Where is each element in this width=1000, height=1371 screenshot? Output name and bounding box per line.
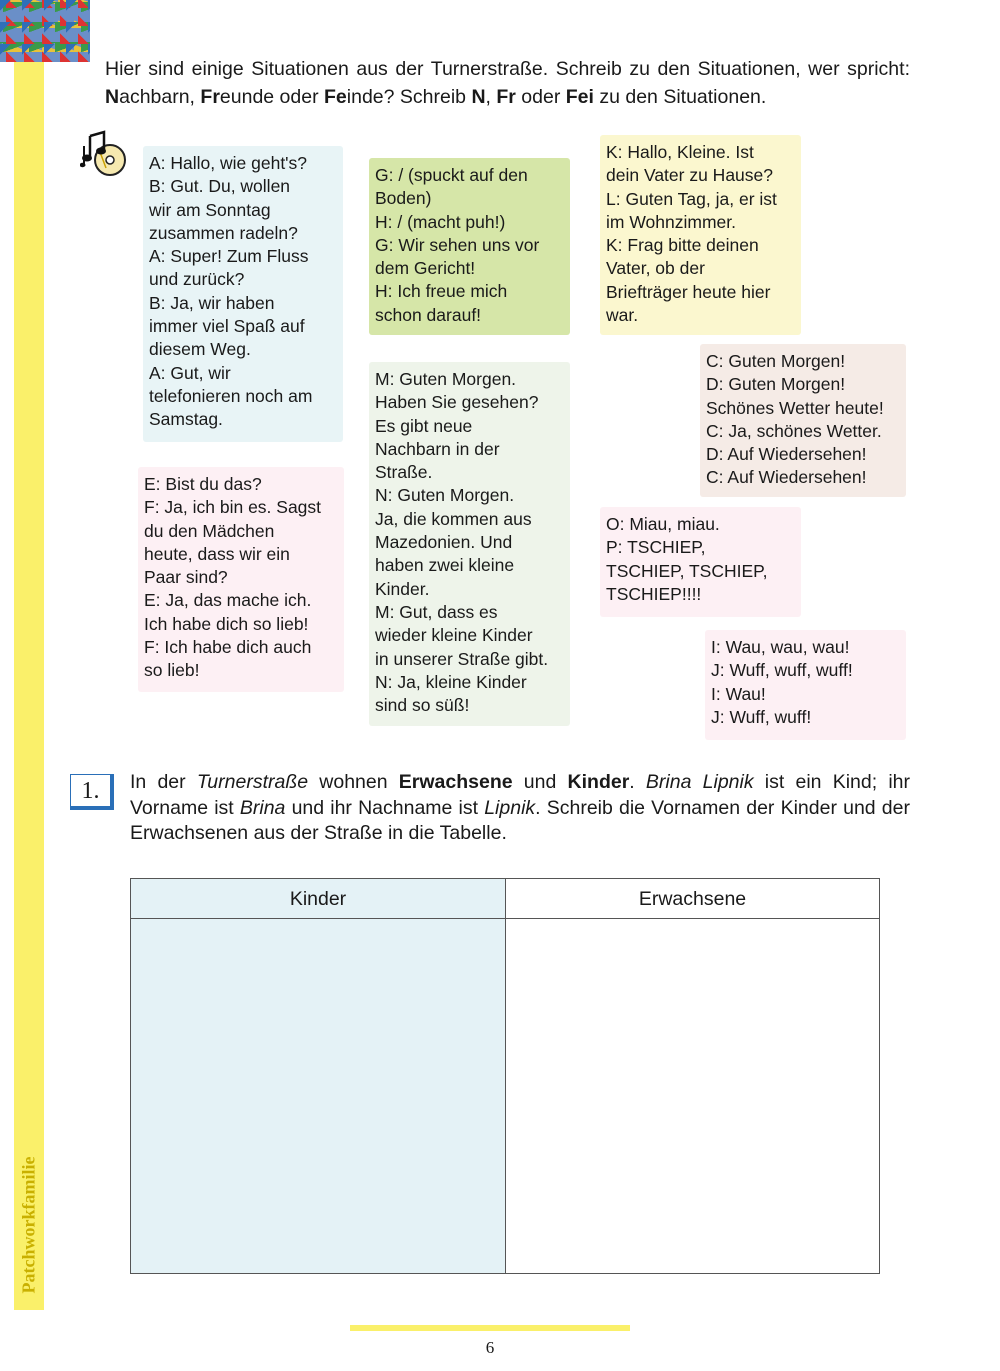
task-segment: und: [512, 771, 568, 793]
dialogue-line: telefonieren noch am: [149, 385, 313, 406]
dialogue-line: Ich habe dich so lieb!: [144, 613, 309, 634]
intro-segment: N: [471, 86, 486, 108]
dialogue-line: zusammen radeln?: [149, 222, 298, 243]
intro-instruction: [105, 55, 910, 111]
dialogue-ef: [138, 467, 344, 692]
task-segment: Lipnik: [484, 796, 536, 819]
table-header-adults: Erwachsene: [506, 879, 879, 919]
dialogue-line: TSCHIEP, TSCHIEP,: [606, 560, 768, 581]
dialogue-line: in unserer Straße gibt.: [375, 648, 549, 669]
dialogue-mn: [369, 362, 570, 726]
dialogue-line: diesem Weg.: [149, 339, 251, 360]
task-segment: Brina Lipnik: [645, 771, 754, 793]
dialogue-line: du den Mädchen: [144, 520, 275, 541]
dialogue-line: haben zwei kleine: [375, 555, 515, 576]
dialogue-line: Haben Sie gesehen?: [375, 392, 539, 413]
dialogue-line: K: Frag bitte deinen: [606, 235, 759, 256]
dialogue-line: immer viel Spaß auf: [149, 316, 305, 337]
dialogue-line: Samstag.: [149, 409, 223, 430]
table-column-adults[interactable]: [506, 879, 879, 1273]
task-segment: Turnerstraße: [196, 771, 309, 793]
dialogue-line: N: Guten Morgen.: [375, 485, 515, 506]
dialogue-line: M: Guten Morgen.: [375, 369, 517, 389]
intro-segment: oder: [515, 86, 566, 108]
dialogue-line: A: Super! Zum Fluss: [149, 246, 309, 267]
dialogue-line: C: Ja, schönes Wetter.: [706, 420, 882, 441]
task-number: 1.: [70, 774, 114, 810]
dialogue-line: B: Ja, wir haben: [149, 292, 275, 313]
page-number: 6: [485, 1338, 495, 1357]
dialogue-gh: [369, 158, 570, 335]
dialogue-line: sind so süß!: [375, 695, 470, 716]
dialogue-line: P: TSCHIEP,: [606, 537, 706, 558]
intro-segment: Fr: [496, 86, 516, 108]
dialogue-ab: [143, 146, 343, 442]
task-segment: In der: [130, 771, 197, 793]
dialogue-line: TSCHIEP!!!!: [606, 583, 702, 604]
dialogue-line: I: Wau!: [711, 683, 766, 704]
dialogue-line: M: Gut, dass es: [375, 601, 498, 622]
intro-segment: Hier sind einige Situationen aus der Turnerstraße. Schreib zu den Situationen, wer spricht:: [105, 58, 910, 80]
dialogue-line: F: Ich habe dich auch: [144, 637, 312, 658]
intro-segment: inde? Schreib: [346, 86, 472, 108]
intro-segment: zu den Situationen.: [593, 86, 767, 108]
dialogue-line: C: Guten Morgen!: [706, 351, 846, 371]
dialogue-line: B: Gut. Du, wollen: [149, 176, 291, 197]
dialogue-line: Ja, die kommen aus: [375, 508, 532, 529]
dialogue-line: H: / (macht puh!): [375, 211, 506, 232]
dialogue-line: Briefträger heute hier: [606, 281, 771, 302]
intro-segment: Fe: [324, 86, 347, 108]
dialogue-line: dein Vater zu Hause?: [606, 165, 774, 186]
dialogue-line: wir am Sonntag: [149, 199, 271, 220]
dialogue-line: Es gibt neue: [375, 415, 473, 436]
patchwork-decoration: [0, 0, 90, 62]
dialogue-kl: [600, 135, 801, 335]
dialogue-line: I: Wau, wau, wau!: [711, 637, 850, 657]
task-segment: Kinder: [567, 771, 630, 793]
sidebar-label: Patchworkfamilie: [18, 1156, 39, 1294]
intro-segment: N: [105, 86, 120, 108]
answer-table: [130, 878, 880, 1274]
dialogue-line: D: Auf Wiedersehen!: [706, 444, 867, 465]
dialogue-op: [600, 507, 801, 617]
dialogue-line: Kinder.: [375, 578, 430, 599]
dialogue-line: Straße.: [375, 462, 433, 483]
dialogue-ij: [705, 630, 906, 740]
task-instruction: [130, 770, 910, 847]
dialogue-line: A: Gut, wir: [149, 362, 231, 383]
dialogue-line: war.: [606, 305, 639, 326]
dialogue-line: E: Bist du das?: [144, 474, 262, 494]
dialogue-cd: [700, 344, 906, 497]
dialogue-line: Boden): [375, 188, 432, 209]
dialogue-line: Nachbarn in der: [375, 438, 500, 459]
sidebar-stripe: [14, 62, 44, 1310]
dialogue-line: G: / (spuckt auf den: [375, 165, 528, 185]
task-segment: und ihr Nachname ist: [285, 796, 485, 819]
dialogue-line: L: Guten Tag, ja, er ist: [606, 188, 777, 209]
dialogue-line: J: Wuff, wuff, wuff!: [711, 660, 853, 681]
task-segment: Brina: [239, 796, 286, 819]
dialogue-line: N: Ja, kleine Kinder: [375, 671, 527, 692]
task-segment: wohnen: [308, 771, 399, 793]
dialogue-line: wieder kleine Kinder: [375, 625, 533, 646]
table-header-children: Kinder: [131, 879, 505, 919]
dialogue-line: dem Gericht!: [375, 258, 476, 279]
dialogue-line: D: Guten Morgen!: [706, 374, 846, 395]
dialogue-line: und zurück?: [149, 269, 245, 290]
dialogue-line: E: Ja, das mache ich.: [144, 590, 312, 611]
task-segment: . Schreib die Vornamen der Kinder und der Erwachsenen aus der Straße in die Tabelle.: [130, 796, 910, 844]
dialogue-line: H: Ich freue mich: [375, 281, 508, 302]
dialogue-line: F: Ja, ich bin es. Sagst: [144, 497, 322, 518]
dialogue-line: schon darauf!: [375, 304, 482, 325]
dialogue-line: so lieb!: [144, 660, 200, 681]
dialogue-line: Mazedonien. Und: [375, 532, 513, 553]
intro-segment: eunde oder: [219, 86, 324, 108]
task-segment: Erwachsene: [398, 771, 513, 793]
audio-cd-icon: [80, 128, 128, 180]
footer-bar: [350, 1325, 630, 1331]
task-segment: .: [629, 771, 646, 793]
dialogue-line: im Wohnzimmer.: [606, 211, 736, 232]
dialogue-line: C: Auf Wiedersehen!: [706, 467, 867, 488]
dialogue-line: heute, dass wir ein: [144, 543, 290, 564]
task-segment: ist ein Kind; ihr Vorname ist: [130, 771, 911, 819]
dialogue-line: G: Wir sehen uns vor: [375, 234, 540, 255]
intro-segment: ,: [485, 86, 497, 108]
dialogue-line: J: Wuff, wuff!: [711, 706, 812, 727]
dialogue-line: Paar sind?: [144, 567, 228, 588]
dialogue-line: Vater, ob der: [606, 258, 705, 279]
dialogue-line: A: Hallo, wie geht's?: [149, 153, 308, 173]
intro-segment: achbarn,: [119, 86, 201, 108]
intro-segment: Fei: [565, 86, 594, 108]
table-column-children[interactable]: [131, 879, 506, 1273]
intro-segment: Fr: [200, 86, 220, 108]
dialogue-line: O: Miau, miau.: [606, 514, 720, 534]
dialogue-line: K: Hallo, Kleine. Ist: [606, 142, 754, 162]
dialogue-line: Schönes Wetter heute!: [706, 397, 884, 418]
